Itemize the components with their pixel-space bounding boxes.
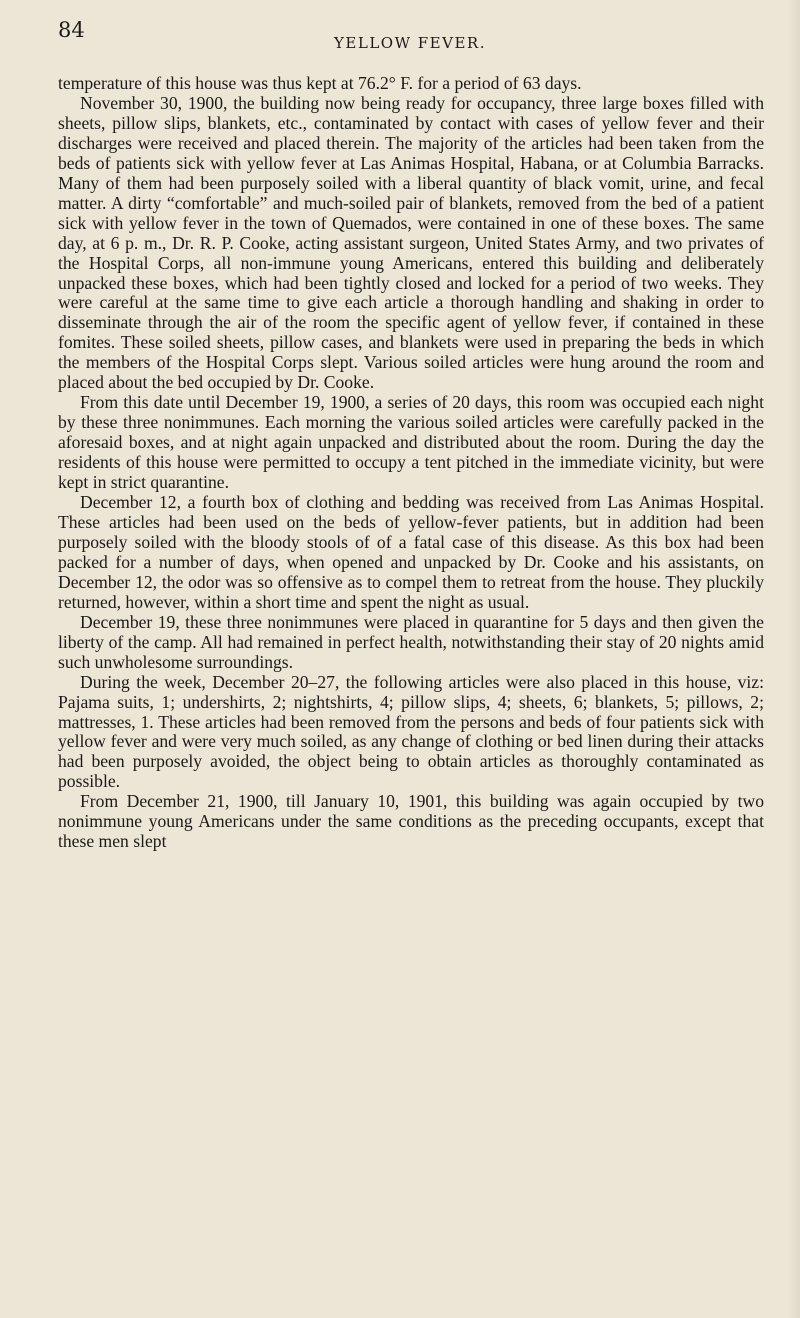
paragraph: November 30, 1900, the building now being ready for occupancy, three large boxes filled with sheets, pillow slips, blankets, etc., contaminated by contact with cases of yellow fever and their discharges were received and placed therein. The majority of the articles had been taken from the beds of patients sick with yellow fever at Las Animas Hospital, Habana, or at Columbia Barracks. Many of them had been purposely soiled with a liberal quantity of black vomit, urine, and fecal matter. A dirty “comfortable” and much-soiled pair of blankets, removed from the bed of a patient sick with yellow fever in the town of Quemados, were contained in one of these boxes. The same day, at 6 p. m., Dr. R. P. Cooke, acting assistant surgeon, United States Army, and two privates of the Hospital Corps, all non-immune young Americans, entered this building and deliberately unpacked these boxes, which had been tightly closed and locked for a period of two weeks. They were careful at the same time to give each article a thorough handling and shaking in order to disseminate through the air of the room the specific agent of yellow fever, if contained in these fomites. These soiled sheets, pillow cases, and blankets were used in preparing the beds in which the members of the Hospital Corps slept. Various soiled articles were hung around the room and placed about the bed occupied by Dr. Cooke.	[58, 92, 764, 393]
page-number: 84	[58, 18, 85, 42]
running-title: YELLOW FEVER.	[334, 34, 486, 52]
body-text	[58, 74, 764, 852]
paragraph: From this date until December 19, 1900, a series of 20 days, this room was occupied each night by these three nonimmunes. Each morning the various soiled articles were carefully packed in the aforesaid boxes, and at night again unpacked and distributed about the room. During the day the residents of this house were permitted to occupy a tent pitched in the immediate vicinity, but were kept in strict quarantine.	[58, 392, 764, 493]
page-edge-shadow	[788, 0, 800, 1318]
paragraph: During the week, December 20–27, the following articles were also placed in this house, viz: Pajama suits, 1; undershirts, 2; nightshirts, 4; pillow slips, 4; sheets, 6; blankets, 5; pillows, 2; mattresses, 1. These articles had been removed from the persons and beds of four patients sick with yellow fever and were very much soiled, as any change of clothing or bed linen during their attacks had been purposely avoided, the object being to obtain articles as thoroughly contaminated as possible.	[58, 671, 764, 792]
paragraph: From December 21, 1900, till January 10, 1901, this building was again occupied by two nonimmune young Americans under the same conditions as the preceding occupants, except that these men slept	[58, 791, 764, 852]
paragraph: December 19, these three nonimmunes were placed in quarantine for 5 days and then given the liberty of the camp. All had remained in perfect health, notwithstanding their stay of 20 nights amid such unwholesome surroundings.	[58, 611, 764, 672]
paragraph: December 12, a fourth box of clothing and bedding was received from Las Animas Hospital. These articles had been used on the beds of yellow-fever patients, but in addition had been purposely soiled with the bloody stools of of a fatal case of this disease. As this box had been packed for a number of days, when opened and unpacked by Dr. Cooke and his assistants, on December 12, the odor was so offensive as to compel them to retreat from the house. They pluckily returned, however, within a short time and spent the night as usual.	[58, 492, 764, 612]
paragraph: temperature of this house was thus kept at 76.2° F. for a period of 63 days.	[58, 73, 582, 93]
